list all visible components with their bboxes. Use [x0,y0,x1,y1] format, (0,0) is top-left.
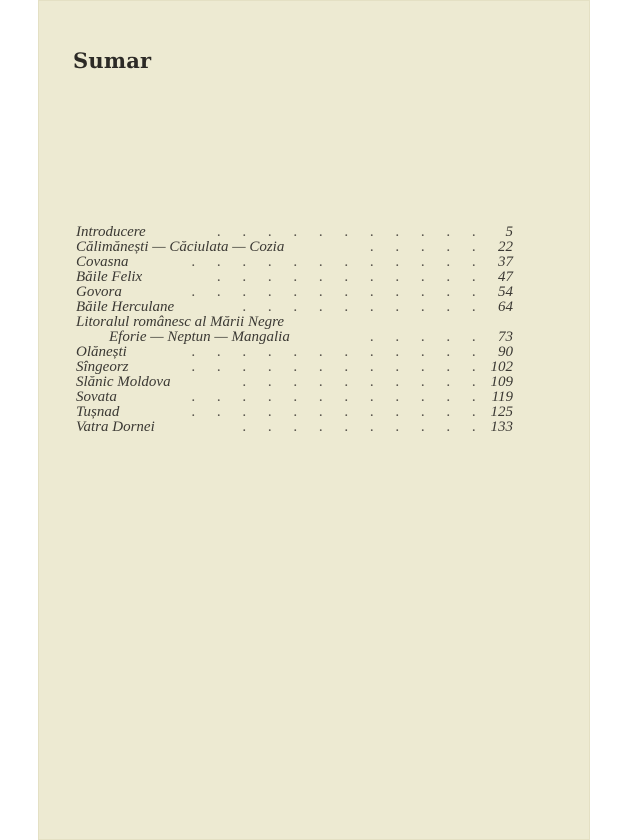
dot-leader: . . . . . [370,329,485,345]
toc-entry [76,255,513,270]
dot-leader: . . . . . . . . . . [242,374,485,390]
toc-entry-page: 109 [490,374,513,390]
toc-entry [76,300,513,315]
page-title: Sumar [73,48,152,73]
toc-entry-page: 102 [490,359,513,375]
toc-entry [76,345,513,360]
toc-entry-page: 5 [505,224,513,240]
toc-entry [76,225,513,240]
dot-leader: . . . . . [370,239,485,255]
toc-entry-title: Sîngeorz [76,359,129,375]
toc-entry-page: 64 [498,299,513,315]
table-of-contents [76,225,513,435]
toc-entry-title: Litoralul românesc al Mării Negre [76,314,285,330]
toc-entry [76,360,513,375]
toc-entry-page: 133 [490,419,513,435]
dot-leader: . . . . . . . . . . . . [191,404,485,420]
toc-entry-title: Covasna [76,254,129,270]
toc-entry-title: Băile Felix [76,269,143,285]
dot-leader: . . . . . . . . . . . . [191,284,485,300]
toc-entry-page: 119 [491,389,513,405]
toc-entry [76,420,513,435]
dot-leader: . . . . . . . . . . . [217,269,485,285]
dot-leader: . . . . . . . . . . . . [191,359,485,375]
toc-entry-page: 90 [498,344,513,360]
toc-entry-title: Introducere [76,224,146,240]
toc-entry-title: Govora [76,284,122,300]
toc-entry-page: 22 [498,239,513,255]
dot-leader: . . . . . . . . . . . . [191,344,485,360]
toc-entry-title: Tușnad [76,404,120,420]
toc-entry-title: Sovata [76,389,117,405]
toc-entry-title: Călimănești — Căciulata — Cozia [76,239,285,255]
background-right [590,0,630,840]
toc-entry-title: Eforie — Neptun — Mangalia [109,329,290,345]
toc-entry-title: Vatra Dornei [76,419,155,435]
dot-leader: . . . . . . . . . . . [217,224,485,240]
dot-leader: . . . . . . . . . . . . [191,254,485,270]
toc-entry-page: 125 [490,404,513,420]
background-left [0,0,38,840]
toc-entry [76,390,513,405]
toc-entry-title: Slănic Moldova [76,374,171,390]
dot-leader: . . . . . . . . . . . . [191,389,485,405]
toc-entry [76,315,513,330]
toc-entry [76,330,513,345]
toc-entry [76,375,513,390]
toc-entry-title: Olănești [76,344,127,360]
toc-entry-title: Băile Herculane [76,299,175,315]
toc-entry [76,405,513,420]
dot-leader: . . . . . . . . . . [242,419,485,435]
toc-entry-page: 47 [498,269,513,285]
dot-leader: . . . . . . . . . . [242,299,485,315]
toc-entry-page: 37 [498,254,513,270]
toc-entry [76,240,513,255]
toc-entry [76,270,513,285]
toc-entry [76,285,513,300]
toc-entry-page: 73 [498,329,513,345]
toc-entry-page: 54 [498,284,513,300]
